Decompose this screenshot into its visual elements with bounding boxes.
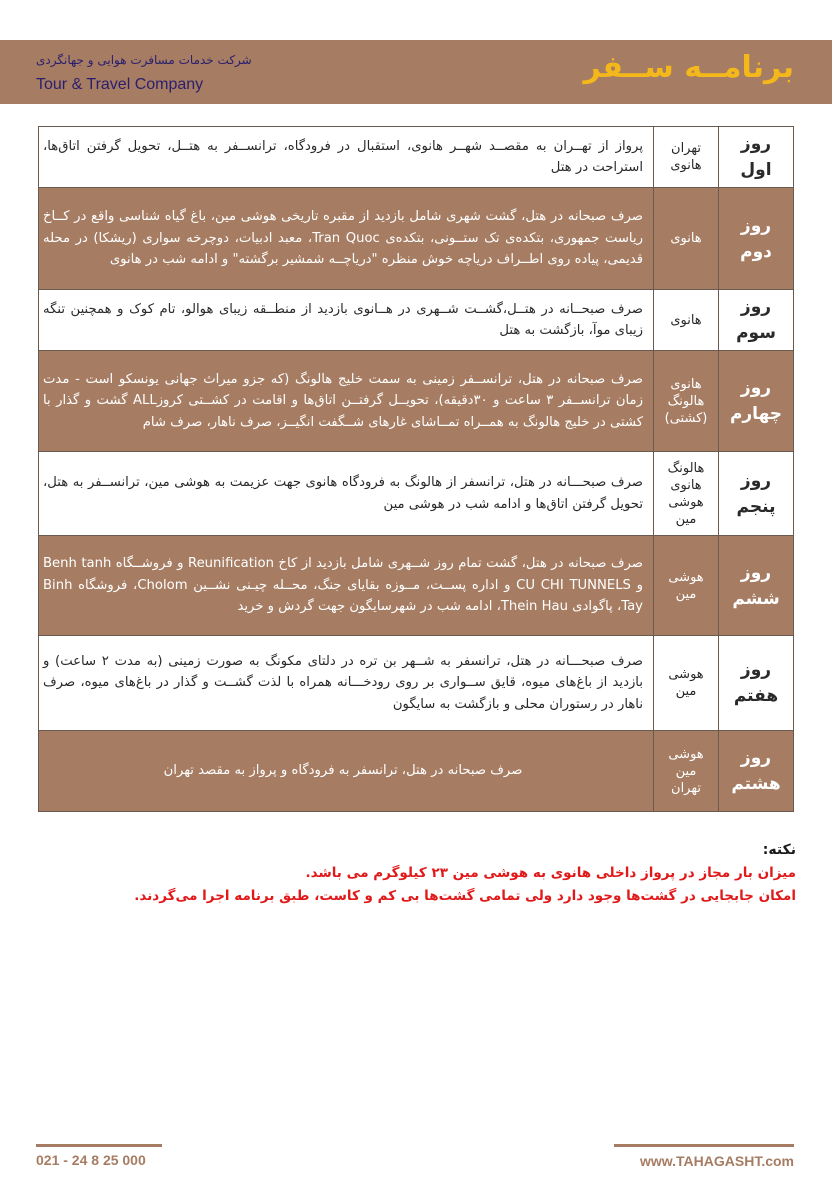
itinerary-row-3 bbox=[39, 290, 794, 351]
footer-divider-right bbox=[614, 1144, 794, 1147]
itinerary-row-6 bbox=[39, 536, 794, 636]
day-description: صرف صبحانه در هتل، ترانســفر زمینی به سمت خلیج هالونگ (که جزو میراث جهانی یونسکو است - مدت زمان ترانســفر ۳ ساعت و ۳۰دقیقه)، تحویــل گرفتــن اتاق‌ها و اقامت در کشــتی کروزALL گشت و گذار با کشتی در خلیج هالونگ به همــراه تمــاشای غارهای شــگفت انگیــز، صرف ناهار، صرف شام bbox=[39, 351, 654, 452]
city-label: هالونگ هانوی هوشی مین bbox=[654, 452, 719, 536]
day-description: صرف صبحانه در هتل، گشت تمام روز شــهری شامل بازدید از کاخ Reunification و فروشــگاه Benh tanh و CU CHI TUNNELS و اداره پســت، مــوزه بقایای جنگ، محــله چیـنی نشــین Cholom، فروشگاه Binh Tay، پاگوادی Thein Hau، ادامه شب در شهرسایگون جهت گردش و خرید bbox=[39, 536, 654, 636]
header-bar bbox=[0, 40, 832, 104]
city-label: هانوی bbox=[654, 188, 719, 290]
page-title: برنامــه ســفر bbox=[583, 50, 794, 85]
city-label: هوشی مین bbox=[654, 636, 719, 731]
day-label: روز چهارم bbox=[719, 351, 794, 452]
itinerary-row-5 bbox=[39, 452, 794, 536]
note-line-tours: امکان جابجایی در گشت‌ها وجود دارد ولی تمامی گشت‌ها بی کم و کاست، طبق برنامه اجرا می‌گردند. bbox=[134, 888, 796, 904]
day-label: روز سوم bbox=[719, 290, 794, 351]
day-label: روز هفتم bbox=[719, 636, 794, 731]
city-label: هوشی مین bbox=[654, 536, 719, 636]
itinerary-row-8 bbox=[39, 731, 794, 812]
day-label: روز پنجم bbox=[719, 452, 794, 536]
day-description: صرف صبحـــانه در هتل، ترانسفر از هالونگ به فرودگاه هانوی جهت عزیمت به هوشی مین، ترانســفر به هتل، تحویل گرفتن اتاق‌ها و ادامه شب در هوشی مین bbox=[39, 452, 654, 536]
day-description: صرف صبحانه در هتل، ترانسفر به فرودگاه و پرواز به مقصد تهران bbox=[39, 731, 654, 812]
day-description: صرف صبحــانه در هتــل،گشــت شــهری در هــانوی بازدید از منطــقه زیبای هوالو، تام کوک و همچنین تنگه زیبای موآ، بازگشت به هتل bbox=[39, 290, 654, 351]
itinerary-table bbox=[38, 126, 794, 812]
day-label: روز هشتم bbox=[719, 731, 794, 812]
note-title: نکته: bbox=[762, 842, 796, 858]
city-label: هانوی bbox=[654, 290, 719, 351]
note-line-baggage: میزان بار مجاز در پرواز داخلی هانوی به هوشی مین ۲۳ کیلوگرم می باشد. bbox=[305, 865, 796, 881]
day-description: پرواز از تهــران به مقصــد شهــر هانوی، استقبال در فرودگاه، ترانســفر به هتــل، تحویل گرفتن اتاق‌ها، استراحت در هتل bbox=[39, 127, 654, 188]
city-label: هانوی هالونگ (کشتی) bbox=[654, 351, 719, 452]
day-label: روز اول bbox=[719, 127, 794, 188]
footer-phone: 021 - 24 8 25 000 bbox=[36, 1152, 146, 1168]
day-label: روز دوم bbox=[719, 188, 794, 290]
day-description: صرف صبحـــانه در هتل، ترانسفر به شــهر بن تره در دلتای مکونگ به صورت زمینی (به مدت ۲ ساعت) و بازدید از باغ‌های میوه، قایق ســواری بر روی رودخـــانه همراه با لذت گشــت و گذار در باغ‌های میوه، صرف ناهار در رستوران محلی و بازگشت به سایگون bbox=[39, 636, 654, 731]
note-section bbox=[96, 842, 796, 908]
company-name-en: Tour & Travel Company bbox=[36, 76, 204, 93]
itinerary-row-7 bbox=[39, 636, 794, 731]
itinerary-row-2 bbox=[39, 188, 794, 290]
footer-website[interactable]: www.TAHAGASHT.com bbox=[639, 1153, 794, 1169]
city-label: هوشی مین تهران bbox=[654, 731, 719, 812]
itinerary-row-4 bbox=[39, 351, 794, 452]
city-label: تهران هانوی bbox=[654, 127, 719, 188]
day-label: روز ششم bbox=[719, 536, 794, 636]
day-description: صرف صبحانه در هتل، گشت شهری شامل بازدید از مقبره تاریخی هوشی مین، باغ گیاه شناسی واقع در کــاخ ریاست جمهوری، بتکده‌ی تک ستــونی، بتکده‌ی Tran Quoc، معبد ادبیات، دوچرخه سواری (ریشکا) در محله قدیمی، پیاده روی اطــراف دریاچه خوش منظره "دریاچــه شمشیر برگشته" و ادامه شب در هانوی bbox=[39, 188, 654, 290]
footer-divider-left bbox=[36, 1144, 162, 1147]
company-name-fa: شرکت خدمات مسافرت هوایی و جهانگردی bbox=[36, 53, 252, 67]
itinerary-row-1 bbox=[39, 127, 794, 188]
